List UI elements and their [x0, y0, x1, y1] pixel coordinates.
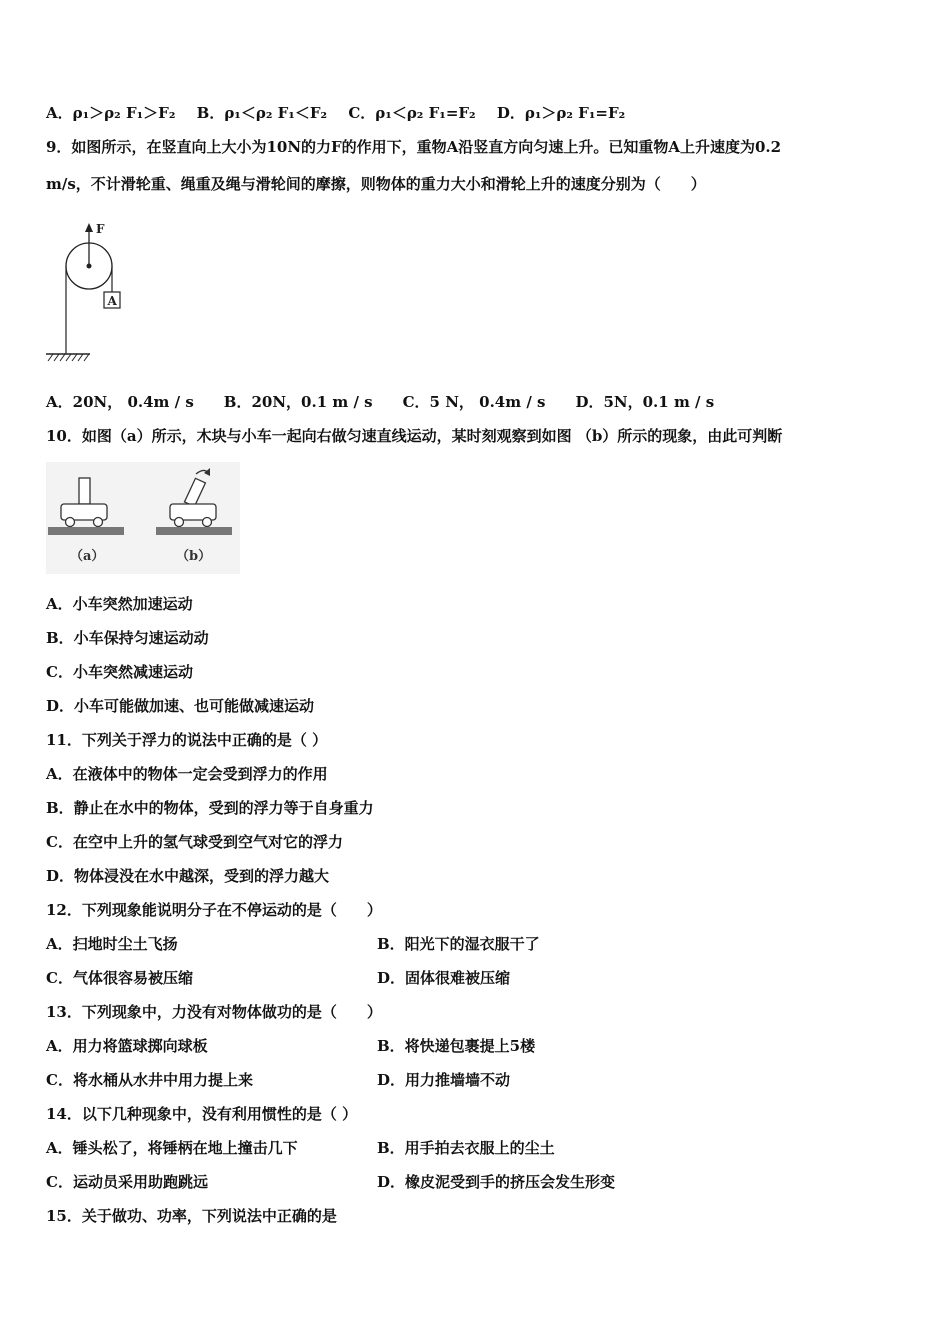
fig-b-caption: （b）: [176, 549, 212, 564]
q9-options: A．20N， 0.4m / s B．20N，0.1 m / s C．5 N， 0.4m / s D．5N，0.1 m / s: [46, 393, 715, 411]
q11-option-d: D．物体浸没在水中越深，受到的浮力越大: [46, 867, 330, 885]
q8-options: [46, 103, 625, 123]
cart-b-wheel-left: [175, 518, 184, 527]
q14-option-a: A．锤头松了，将锤柄在地上撞击几下: [46, 1139, 298, 1157]
block-a-label: A: [107, 294, 117, 308]
ground-hatch: [48, 354, 89, 361]
q10-option-b: B．小车保持匀速运动动: [46, 629, 209, 647]
q12-option-a: A．扫地时尘土飞扬: [46, 935, 178, 953]
q14-option-c: C．运动员采用助跑跳远: [46, 1173, 208, 1191]
q8-option-d: ρ₁＞ρ₂ F₁=F₂: [524, 104, 626, 122]
q8-option-c-label: C．: [348, 104, 376, 122]
q11-option-b: B．静止在水中的物体，受到的浮力等于自身重力: [46, 799, 374, 817]
q13-stem: 13．下列现象中，力没有对物体做功的是（ ）: [46, 1003, 382, 1021]
q11-stem: 11．下列关于浮力的说法中正确的是（ ）: [46, 731, 328, 749]
q12-stem: 12．下列现象能说明分子在不停运动的是（ ）: [46, 901, 382, 919]
q8-option-b: ρ₁＜ρ₂ F₁＜F₂: [224, 104, 328, 122]
q8-option-a-label: A．: [46, 104, 73, 122]
q10-option-a: A．小车突然加速运动: [46, 595, 193, 613]
cart-a-block: [79, 478, 90, 504]
q9-stem-line2: m/s，不计滑轮重、绳重及绳与滑轮间的摩擦，则物体的重力大小和滑轮上升的速度分别为（ ）: [46, 175, 706, 193]
cart-a-ground: [48, 527, 124, 535]
q11-option-a: A．在液体中的物体一定会受到浮力的作用: [46, 765, 328, 783]
cart-b-wheel-right: [203, 518, 212, 527]
q8-option-a: ρ₁＞ρ₂ F₁＞F₂: [72, 104, 176, 122]
force-arrow-head: [85, 223, 93, 232]
q8-option-d-label: D．: [496, 104, 525, 122]
force-label: F: [96, 222, 105, 236]
cart-b-ground: [156, 527, 232, 535]
q13-option-b: B．将快递包裹提上5楼: [377, 1037, 536, 1055]
q13-option-a: A．用力将篮球掷向球板: [46, 1037, 208, 1055]
q10-option-d: D．小车可能做加速、也可能做减速运动: [46, 697, 315, 715]
cart-a-wheel-left: [66, 518, 75, 527]
cart-a-wheel-right: [94, 518, 103, 527]
fig-a-caption: （a）: [70, 549, 105, 564]
q10-stem: 10．如图（a）所示，木块与小车一起向右做匀速直线运动，某时刻观察到如图 （b）所示的现象，由此可判断: [46, 427, 783, 445]
q9-stem-line1: 9．如图所示，在竖直向上大小为10N的力F的作用下，重物A沿竖直方向匀速上升。已知重物A上升速度为0.2: [46, 138, 782, 156]
q13-option-d: D．用力推墙墙不动: [377, 1071, 511, 1089]
pulley-figure: [44, 220, 134, 370]
q12-option-b: B．阳光下的湿衣服干了: [377, 935, 540, 953]
q15-stem: 15．关于做功、功率，下列说法中正确的是: [46, 1207, 337, 1225]
q8-option-c: ρ₁＜ρ₂ F₁=F₂: [375, 104, 476, 122]
q10-option-c: C．小车突然减速运动: [46, 663, 193, 681]
q13-option-c: C．将水桶从水井中用力提上来: [46, 1071, 253, 1089]
cart-figure: [46, 462, 240, 574]
q14-stem: 14．以下几种现象中，没有利用惯性的是（ ）: [46, 1105, 358, 1123]
q11-option-c: C．在空中上升的氢气球受到空气对它的浮力: [46, 833, 343, 851]
q14-option-b: B．用手拍去衣服上的尘土: [377, 1139, 555, 1157]
q12-option-c: C．气体很容易被压缩: [46, 969, 193, 987]
q14-option-d: D．橡皮泥受到手的挤压会发生形变: [377, 1173, 616, 1191]
q12-option-d: D．固体很难被压缩: [377, 969, 511, 987]
q8-option-b-label: B．: [196, 104, 225, 122]
